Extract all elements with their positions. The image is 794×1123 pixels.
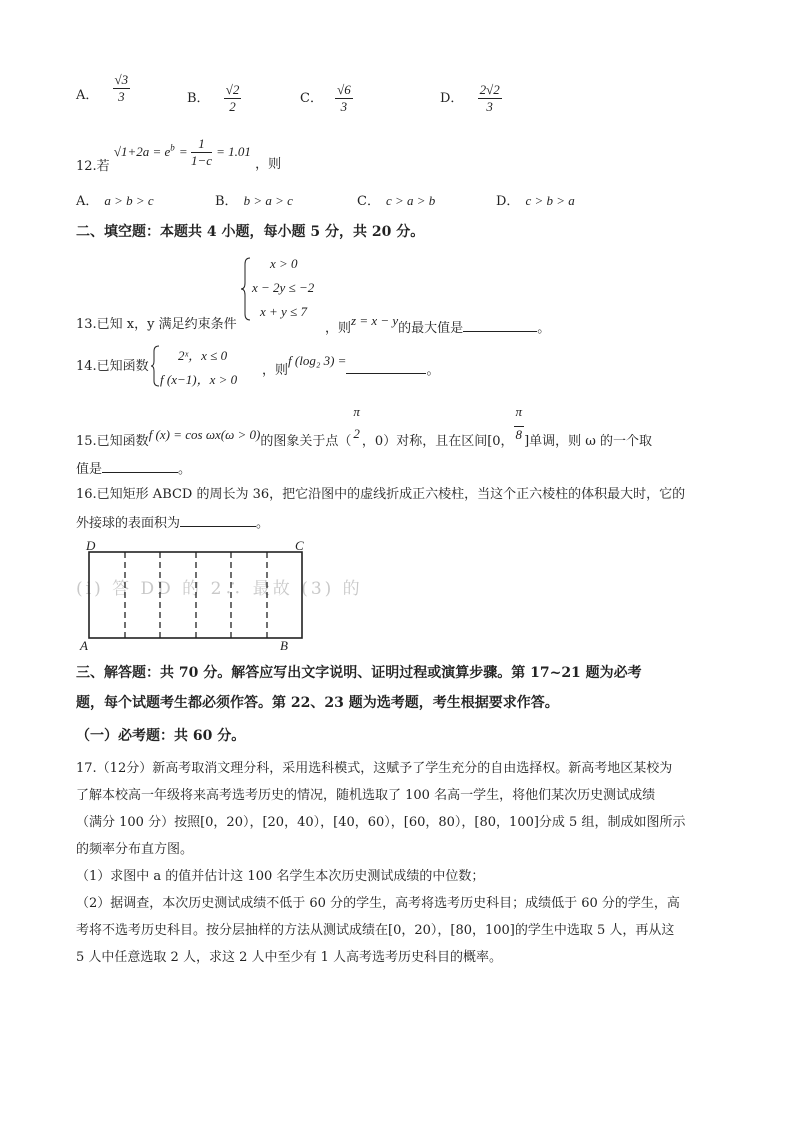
q14-piece-2: f (x−1)，x > 0: [160, 372, 238, 387]
q14-answer-blank[interactable]: [346, 355, 426, 374]
q13-end: 。: [537, 321, 551, 336]
q11-option-d[interactable]: [440, 82, 502, 115]
q14-mid: ，则: [262, 363, 289, 378]
option-label: B．: [215, 194, 238, 209]
q11-option-a[interactable]: [76, 72, 130, 105]
q17-part-2-line-3: 5 人中任意选取 2 人，求这 2 人中至少有 1 人高考选考历史科目的概率。: [76, 950, 503, 965]
q15-text-2: ，0）对称，且在区间[0，: [361, 434, 514, 449]
q12-prefix: 12.若: [76, 159, 110, 174]
option-text: c > b > a: [525, 193, 575, 208]
option-label: C．: [300, 91, 323, 106]
option-label: A．: [76, 194, 99, 209]
option-label: B．: [187, 91, 210, 106]
q13-constraint-2: x − 2y ≤ −2: [252, 280, 315, 295]
q13-brace: [240, 256, 252, 322]
q12-option-d[interactable]: [496, 190, 575, 209]
option-fraction: $\frac{√3}{3}$: [114, 72, 129, 104]
option-text: c > a > b: [385, 193, 436, 208]
q11-option-c[interactable]: [300, 82, 353, 115]
q12-option-a[interactable]: [76, 190, 154, 209]
option-label: D．: [496, 194, 520, 209]
option-label: D．: [440, 91, 464, 106]
option-label: C．: [357, 194, 380, 209]
q14-tail: [262, 346, 440, 378]
q14-query: f (log₂ 3) =: [288, 353, 347, 368]
q17-line-4: 的频率分布直方图。: [76, 842, 194, 857]
q15-prefix: 15.已知函数: [76, 434, 149, 449]
q12-stem: [76, 136, 282, 174]
q13-prefix: 13.已知 x，y 满足约束条件: [76, 317, 237, 332]
q14-brace: [150, 344, 160, 388]
q13-stem: [76, 313, 237, 332]
q15-line-1: [76, 404, 652, 449]
q16-figure: [76, 538, 363, 654]
q11-option-b[interactable]: [187, 82, 241, 115]
q12-option-c[interactable]: [357, 190, 435, 209]
q16-end: 。: [256, 516, 270, 531]
q16-line-2: [76, 510, 269, 531]
q16-line-2-text: 外接球的表面积为: [76, 516, 181, 531]
option-fraction: $\frac{√2}{2}$: [225, 82, 240, 114]
q17-line-2: 了解本校高一年级将来高考选考历史的情况，随机选取了 100 名高一学生，将他们某次历史测试成绩: [76, 788, 656, 803]
vertex-label-a: A: [80, 638, 88, 653]
q12-expr-right: = 1.01: [216, 144, 251, 159]
q15-text-1: 的图象关于点（: [260, 434, 352, 449]
q15-func: f (x) = cos ωx(ω > 0): [148, 427, 261, 442]
figure-watermark: (i) 答 DD 的 2∴ 最故 (3) 的: [76, 579, 363, 599]
q15-fraction-2: $\frac{\pi}{8}$: [515, 404, 523, 442]
q13-mid: ，则: [325, 321, 352, 336]
q16-rectangle-diagram: [80, 540, 312, 654]
q17-part-2-line-1: （2）据调查，本次历史测试成绩不低于 60 分的学生，高考将选考历史科目；成绩低于 60 分的学生，高: [76, 896, 680, 911]
q12-suffix: ，则: [255, 157, 282, 172]
q14-piece-1: 2ˣ，x ≤ 0: [178, 348, 228, 363]
vertex-label-c: C: [295, 538, 304, 553]
vertex-label-b: B: [280, 638, 288, 653]
section-3-heading-line-1: 三、解答题：共 70 分。解答应写出文字说明、证明过程或演算步骤。第 17~21 题为必考: [76, 665, 642, 681]
q12-eq: =: [178, 144, 191, 159]
q12-exponent: b: [170, 142, 175, 153]
q13-objective: z = x − y: [351, 313, 399, 328]
q15-fraction-1: π 2: [353, 404, 360, 441]
q15-answer-blank[interactable]: [102, 456, 178, 473]
q15-end: 。: [178, 462, 192, 477]
vertex-label-d: D: [86, 538, 96, 553]
q14-prefix: 14.已知函数: [76, 359, 149, 374]
q17-part-2-line-2: 考将不选考历史科目。按分层抽样的方法从测试成绩在[0，20），[80，100]的学生中选取 5 人，再从这: [76, 923, 675, 938]
q12-expr-left: √1+2a = e: [113, 144, 171, 159]
option-label: A．: [76, 88, 99, 103]
q16-line-1: 16.已知矩形 ABCD 的周长为 36，把它沿图中的虚线折成正六棱柱，当这个正六棱柱的体积最大时，它的: [76, 487, 686, 502]
q15-line-2: [76, 456, 191, 477]
section-3-heading-line-2: 题，每个试题考生都必须作答。第 22、23 题为选考题，考生根据要求作答。: [76, 695, 559, 711]
option-fraction: $\frac{2√2}{3}$: [479, 82, 500, 114]
q13-constraint-1: x > 0: [270, 256, 298, 271]
q13-answer-blank[interactable]: [463, 313, 537, 332]
option-text: a > b > c: [104, 193, 154, 208]
q15-text-3: ]单调，则 ω 的一个取: [524, 434, 652, 449]
required-subheading: （一）必考题：共 60 分。: [76, 728, 246, 744]
q17-part-1: （1）求图中 a 的值并估计这 100 名学生本次历史测试成绩的中位数；: [76, 869, 485, 884]
q17-line-3: （满分 100 分）按照[0，20），[20，40），[40，60），[60，80），[80，100]分成 5 组，制成如图所示: [76, 815, 686, 830]
option-fraction: $\frac{√6}{3}$: [337, 82, 351, 114]
q12-fraction: $\frac{1}{1-c}$: [190, 136, 212, 168]
q13-tail: [325, 306, 551, 336]
q17-line-1: 17.（12分）新高考取消文理分科，采用选科模式，这赋予了学生充分的自由选择权。新高考地区某校为: [76, 761, 673, 776]
q13-constraint-3: x + y ≤ 7: [260, 304, 307, 319]
section-2-heading: 二、填空题：本题共 4 小题，每小题 5 分，共 20 分。: [76, 224, 425, 240]
q14-end: 。: [426, 363, 440, 378]
option-text: b > a > c: [243, 193, 293, 208]
q13-suffix: 的最大值是: [398, 321, 464, 336]
q16-answer-blank[interactable]: [180, 510, 256, 527]
q12-option-b[interactable]: [215, 190, 293, 209]
q15-line-2-text: 值是: [76, 462, 103, 477]
